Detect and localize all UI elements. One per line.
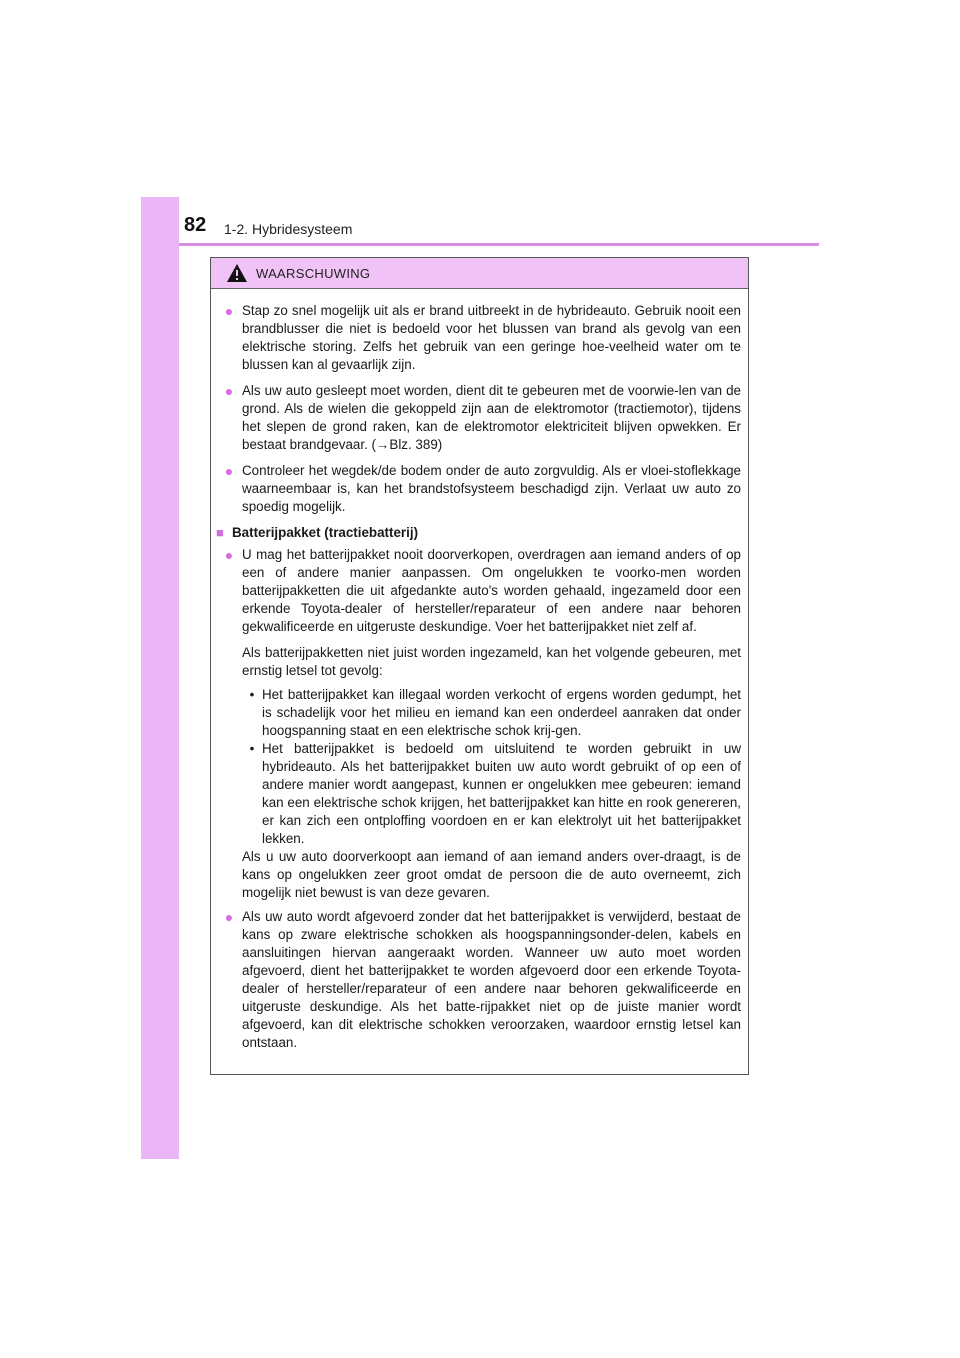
circle-bullet-icon: ● [224,383,234,399]
bullet-text: Het batterijpakket kan illegaal worden verkocht of ergens worden gedumpt, het is schadelijk voor het milieu en iemand kan een onderdeel aanraken dat onder hoogspanning staat en een elektrische schok krij-gen. [262,687,741,738]
warning-item [216,302,741,374]
warning-item-text: Stap zo snel mogelijk uit als er brand uitbreekt in de hybrideauto. Gebruik nooit een brandblusser die niet is bedoeld voor het blussen van brand als gevolg van een elektrische storing. Zelfs het gebruik van een geringe hoe-veelheid water om te blussen kan al gevaarlijk zijn. [242,303,741,372]
subsection-title: Batterijpakket (tractiebatterij) [232,525,419,540]
paragraph: Als u uw auto doorverkoopt aan iemand of aan iemand anders over-draagt, is de kans op ongelukken zeer groot omdat de persoon die de auto overneemt, zich mogelijk niet bewust is van deze gevaren. [242,849,741,900]
header-rule [179,243,819,246]
warning-item-text: U mag het batterijpakket nooit doorverkopen, overdragen aan iemand anders of op een of andere manier aanpassen. Om ongelukken te voorko-men worden batterijpakketten die uit afgedankte auto's worden gehaald, ingezameld door een erkende Toyota-dealer of hersteller/reparateur of een andere naar behoren gekwalificeerde en uitgeruste deskundige. Voer het batterijpakket niet zelf af. [242,547,741,634]
warning-header [211,258,748,289]
warning-item [216,382,741,454]
warning-item [216,462,741,516]
side-tab-bar [141,197,179,1159]
bullet-item [242,740,741,848]
warning-box [210,257,749,1075]
paragraph: Als batterijpakketten niet juist worden ingezameld, kan het volgende gebeuren, met ernstig letsel tot gevolg: [242,645,741,678]
circle-bullet-icon: ● [224,547,234,563]
circle-bullet-icon: ● [224,909,234,925]
square-bullet-icon: ■ [216,525,224,540]
nested-content [216,644,741,902]
warning-item-text: Als uw auto gesleept moet worden, dient dit te gebeuren met de voorwie-len van de grond. Als de wielen die gekoppeld zijn aan de elektromotor (tractiemotor), tijdens het slepen de grond raken, kan de elektromotor elektriciteit blijven opwekken. Er bestaat brandgevaar. (→Blz. 389) [242,383,741,452]
bullet-text: Het batterijpakket is bedoeld om uitsluitend te worden gebruikt in uw hybrideauto. Als het batterijpakket buiten uw auto wordt gebruikt of op een of andere manier wordt aangepast, kunnen er ongelukken mee gebeuren: iemand kan een elektrische schok krijgen, het batterijpakket kan hitte en rook genereren, er kan zich een ontploffing voordoen en er kan elektrolyt uit het batterijpakket lekken. [262,741,741,846]
circle-bullet-icon: ● [224,463,234,479]
warning-item-text: Als uw auto wordt afgevoerd zonder dat het batterijpakket is verwijderd, bestaat de kans op zware elektrische schokken als hoogspanningsonder-delen, kabels en aansluitingen hiervan aangeraakt worden. Wanneer uw auto moet worden afgevoerd, dient het batterijpakket te worden afgevoerd door een erkende Toyota-dealer of hersteller/reparateur of een andere naar behoren gekwalificeerde en uitgeruste deskundige. Als het batte-rijpakket niet op de juiste manier wordt afgevoerd, kan dit elektrische schokken veroorzaken, waardoor ernstig letsel kan ontstaan. [242,909,741,1050]
warning-item-text: Controleer het wegdek/de bodem onder de auto zorgvuldig. Als er vloei-stoflekkage waarneembaar is, kan het brandstofsysteem beschadigd zijn. Verlaat uw auto zo spoedig mogelijk. [242,463,741,514]
dot-bullet-icon: • [249,741,255,756]
warning-item [216,546,741,636]
warning-item [216,908,741,1052]
bullet-list [242,686,741,848]
dot-bullet-icon: • [249,687,255,702]
warning-body [211,289,748,1052]
section-title: 1-2. Hybridesysteem [224,221,353,237]
warning-triangle-icon [226,263,248,283]
warning-title: WAARSCHUWING [256,265,371,281]
circle-bullet-icon: ● [224,303,234,319]
page-number: 82 [184,214,207,236]
subsection-heading [216,524,741,542]
bullet-item [242,686,741,740]
